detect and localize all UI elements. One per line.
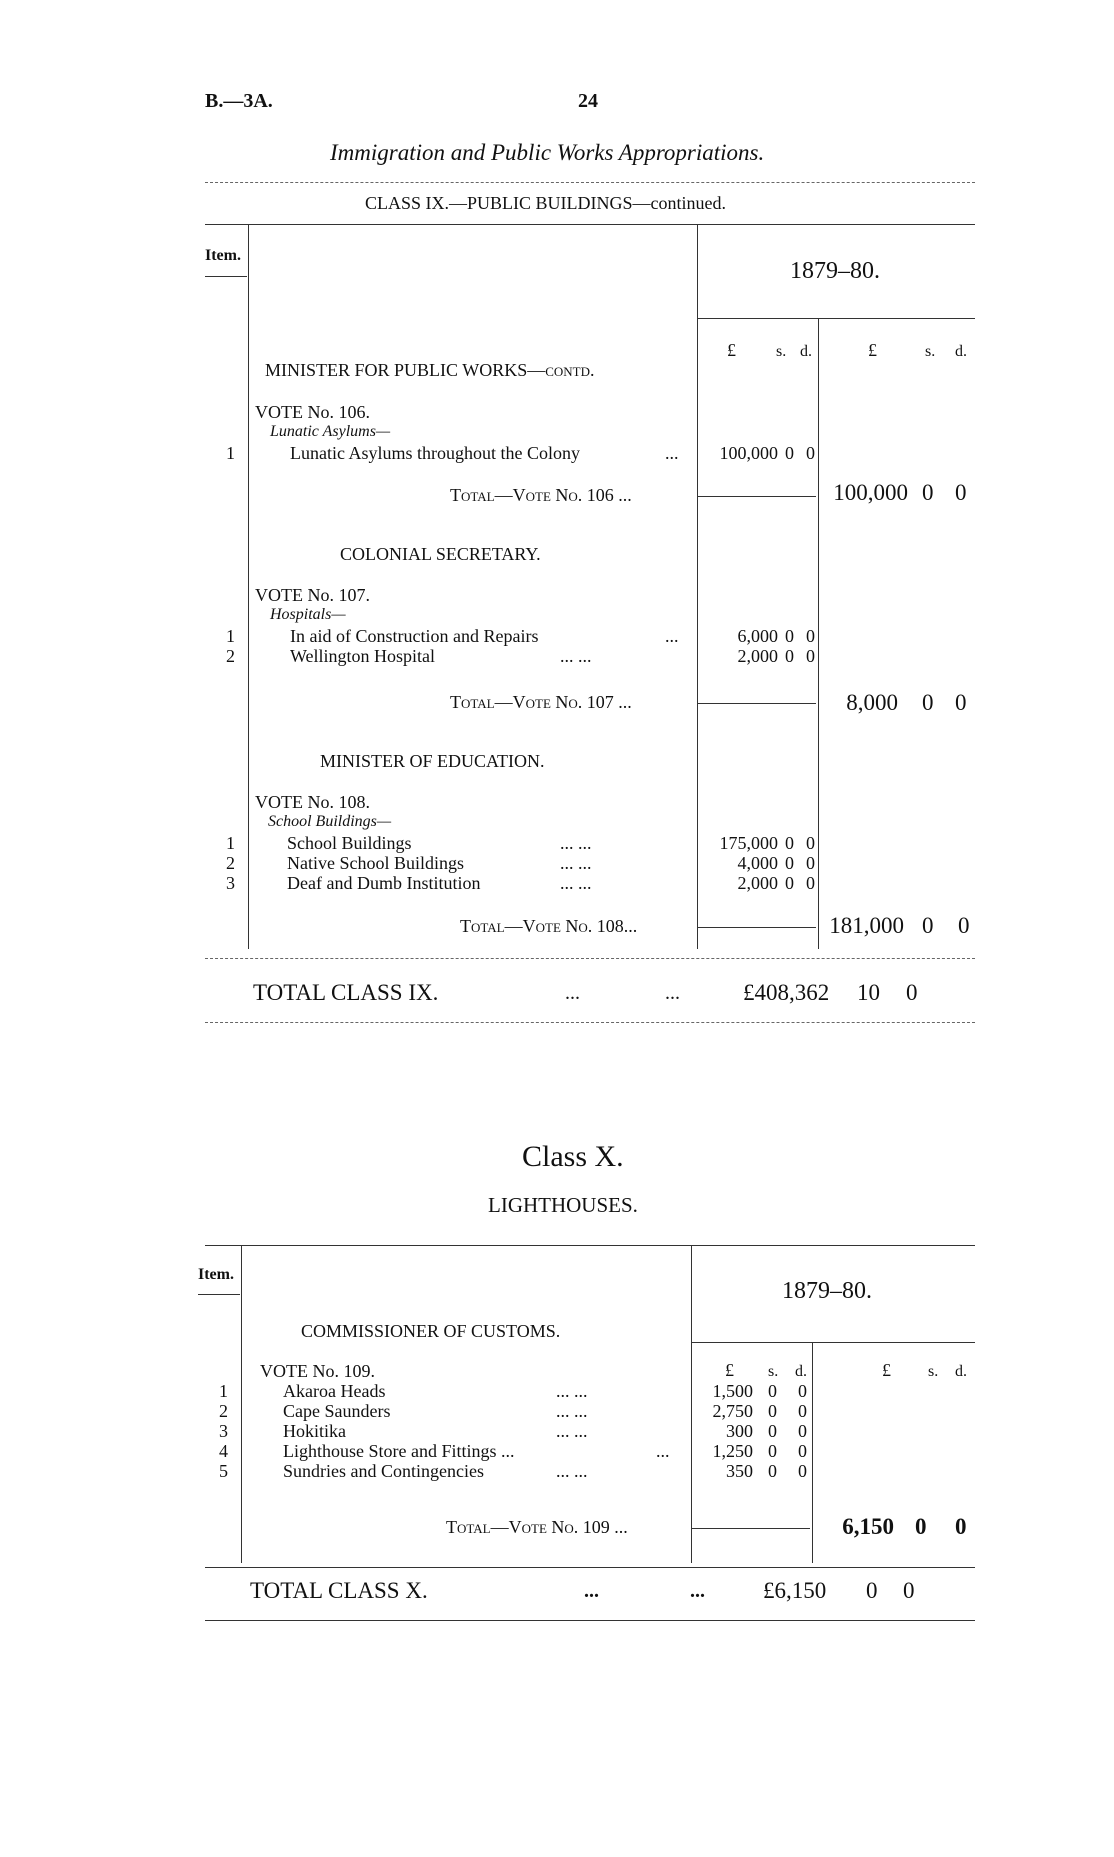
amount-pence: 0 [806,833,815,853]
item-column-rule [248,224,249,949]
section-heading-text: MINISTER FOR PUBLIC WORKS—contd. [265,360,595,380]
vote-total-pence: 0 [955,480,967,505]
amount-pence: 0 [798,1401,807,1421]
class-total-pounds: £6,150 [763,1578,827,1603]
vote-total-pence: 0 [958,913,970,938]
leader-dots: ... ... [560,873,592,893]
item-label: Sundries and Contingencies [283,1461,484,1481]
amount-pounds: 2,000 [737,646,778,666]
amount-shillings: 0 [785,646,794,666]
class-subtitle: LIGHTHOUSES. [488,1193,638,1217]
item-column-header: Item. [205,247,241,264]
item-label: Lighthouse Store and Fittings ... [283,1441,515,1461]
item-label: Lunatic Asylums throughout the Colony [290,443,580,463]
amount-pence: 0 [798,1381,807,1401]
page-title: Immigration and Public Works Appropriations. [330,140,765,165]
vote-total-label: Total—Vote No. 109 ... [446,1517,628,1537]
pence-column-header: d. [955,343,967,360]
vote-number: VOTE No. 108. [255,792,370,812]
total-rule [698,496,816,497]
leader-dots: ... ... [556,1421,588,1441]
amount-shillings: 0 [768,1441,777,1461]
item-column-header: Item. [198,1266,234,1283]
leader-dots: ... [665,443,679,463]
vote-total-pounds: 6,150 [842,1514,894,1539]
amount-pounds: 175,000 [719,833,778,853]
leader-dots: ... ... [556,1401,588,1421]
item-header-underline [205,276,247,277]
amount-shillings: 0 [785,833,794,853]
leader-dots: ... ... [556,1381,588,1401]
vote-total-pence: 0 [955,1514,967,1539]
vote-total-label: Total—Vote No. 106 ... [450,485,632,505]
item-label: Akaroa Heads [283,1381,386,1401]
table-top-rule [205,224,975,225]
leader-dots: ... ... [560,833,592,853]
amount-pence: 0 [798,1441,807,1461]
amount-pounds: 4,000 [737,853,778,873]
leader-dots: ... ... [560,853,592,873]
leader-dots: ... [565,982,580,1004]
class-total-shillings: 10 [857,980,880,1005]
class-total-pence: 0 [906,980,918,1005]
item-label: School Buildings [287,833,412,853]
item-number: 4 [219,1441,228,1461]
item-column-rule [241,1245,242,1563]
amount-pence: 0 [806,626,815,646]
item-number: 2 [219,1401,228,1421]
item-number: 3 [219,1421,228,1441]
vote-number: VOTE No. 109. [260,1361,375,1381]
pence-column-header: d. [795,1363,807,1380]
amount-pence: 0 [806,646,815,666]
table-top-rule [205,1245,975,1246]
amount-shillings: 0 [785,873,794,893]
class-total-pence: 0 [903,1578,915,1603]
shilling-column-header: s. [776,343,787,360]
total-rule [698,703,816,704]
divider [205,1022,975,1023]
amount-pence: 0 [806,873,815,893]
shilling-column-header: s. [768,1363,779,1380]
vote-subhead: Lunatic Asylums— [270,423,391,440]
amount-shillings: 0 [768,1381,777,1401]
vote-subhead: Hospitals— [270,606,346,623]
section-heading: COMMISSIONER OF CUSTOMS. [301,1321,561,1341]
shilling-column-header: s. [925,343,936,360]
leader-dots: ... [584,1580,599,1602]
item-number: 1 [226,443,235,463]
vote-total-shillings: 0 [922,690,934,715]
amount-shillings: 0 [768,1401,777,1421]
table-bottom-rule [205,958,975,959]
vote-total-pence: 0 [955,690,967,715]
vote-total-label: Total—Vote No. 108... [460,916,638,936]
item-number: 1 [226,626,235,646]
leader-dots: ... ... [556,1461,588,1481]
item-label: Cape Saunders [283,1401,391,1421]
pence-column-header: d. [800,343,812,360]
pence-column-header: d. [955,1363,967,1380]
document-reference: B.—3A. [205,90,273,112]
item-label: Deaf and Dumb Institution [287,873,481,893]
leader-dots: ... [665,982,680,1004]
class-title: Class X. [522,1140,624,1173]
vote-total-shillings: 0 [915,1514,927,1539]
amount-pounds: 6,000 [737,626,778,646]
item-number: 3 [226,873,235,893]
leader-dots: ... [690,1580,705,1602]
vote-total-pounds: 8,000 [846,690,898,715]
amount-pence: 0 [798,1461,807,1481]
shilling-column-header: s. [928,1363,939,1380]
class-total-label: TOTAL CLASS IX. [253,980,439,1005]
subtotal-column-rule [818,318,819,949]
item-number: 5 [219,1461,228,1481]
vote-number: VOTE No. 107. [255,585,370,605]
vote-number: VOTE No. 106. [255,402,370,422]
year-header: 1879–80. [782,1278,872,1304]
divider [205,1620,975,1621]
item-number: 1 [219,1381,228,1401]
total-rule [698,927,816,928]
item-number: 2 [226,853,235,873]
divider [205,182,975,183]
amount-pounds: 2,000 [737,873,778,893]
vote-total-label: Total—Vote No. 107 ... [450,692,632,712]
item-number: 1 [226,833,235,853]
pound-column-header: £ [727,340,736,360]
amount-pence: 0 [806,853,815,873]
year-header: 1879–80. [790,258,880,284]
amount-shillings: 0 [768,1461,777,1481]
year-underline [697,318,975,319]
vote-total-shillings: 0 [922,913,934,938]
vote-subhead: School Buildings— [268,813,392,830]
amount-pounds: 2,750 [712,1401,753,1421]
item-label: Native School Buildings [287,853,464,873]
leader-dots: ... [665,626,679,646]
class-total-label: TOTAL CLASS X. [250,1578,428,1603]
amount-shillings: 0 [785,443,794,463]
item-header-underline [198,1294,240,1295]
vote-total-pounds: 100,000 [833,480,908,505]
class-caption: CLASS IX.—PUBLIC BUILDINGS—continued. [365,193,727,213]
amount-pounds: 1,500 [712,1381,753,1401]
item-label: Hokitika [283,1421,346,1441]
amount-shillings: 0 [785,853,794,873]
amount-pounds: 300 [726,1421,753,1441]
item-label: In aid of Construction and Repairs [290,626,539,646]
class-total-pounds: £408,362 [743,980,830,1005]
amount-pounds: 1,250 [712,1441,753,1461]
amount-shillings: 0 [768,1421,777,1441]
amount-pounds: 350 [726,1461,753,1481]
class-total-shillings: 0 [866,1578,878,1603]
pound-column-header: £ [882,1360,891,1380]
total-rule [692,1528,810,1529]
table-bottom-rule [205,1567,975,1568]
pound-column-header: £ [868,340,877,360]
amount-pence: 0 [806,443,815,463]
amount-pence: 0 [798,1421,807,1441]
section-heading [265,360,594,381]
year-underline [691,1342,975,1343]
section-heading: MINISTER OF EDUCATION. [320,751,545,771]
item-label: Wellington Hospital [290,646,436,666]
amount-pounds: 100,000 [719,443,778,463]
pound-column-header: £ [725,1360,734,1380]
item-number: 2 [226,646,235,666]
leader-dots: ... [656,1441,670,1461]
leader-dots: ... ... [560,646,592,666]
page-number: 24 [578,90,598,112]
amount-shillings: 0 [785,626,794,646]
vote-total-shillings: 0 [922,480,934,505]
section-heading: COLONIAL SECRETARY. [340,544,541,564]
vote-total-pounds: 181,000 [829,913,904,938]
